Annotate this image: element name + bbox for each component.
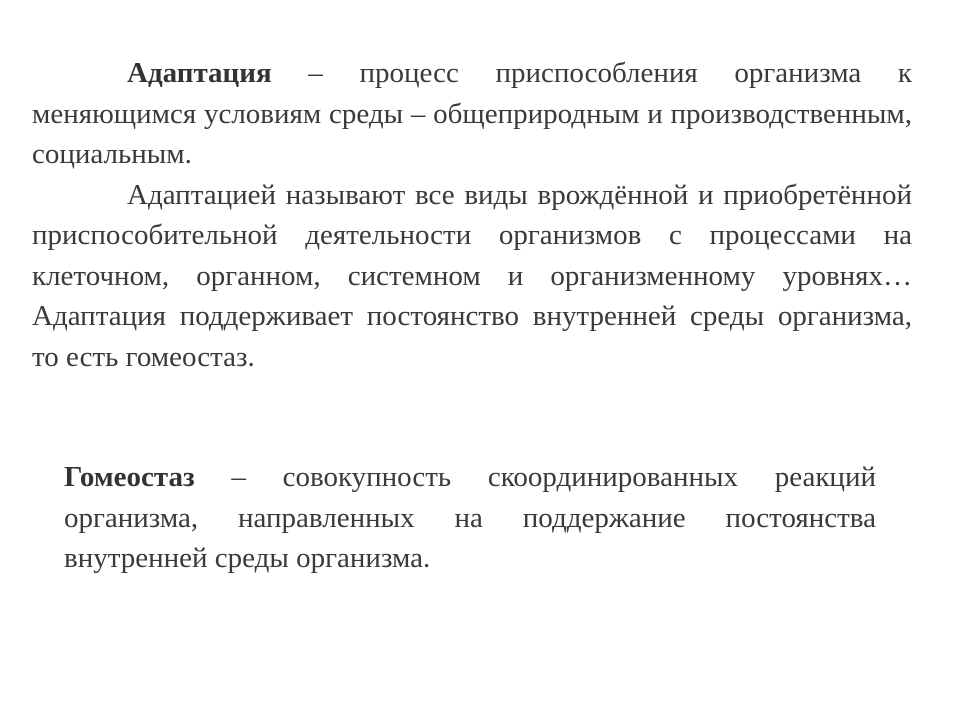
homeostasis-definition-text: – совокупность скоординированных реакций организма, направленных на поддержание постоянства внутренней среды организма. [64, 461, 876, 574]
homeostasis-term: Гомеостаз [64, 461, 195, 493]
adaptation-definition-paragraph [32, 53, 912, 175]
adaptation-section [32, 53, 912, 377]
homeostasis-section [64, 457, 876, 579]
adaptation-definition-text: – процесс приспособления организма к меняющимся условиям среды – общеприродным и производственным, социальным. [32, 57, 912, 170]
homeostasis-definition-paragraph [64, 457, 876, 579]
adaptation-description-paragraph: Адаптацией называют все виды врождённой и приобретённой приспособительной деятельности организмов с процессами на клеточном, органном, системном и организменному уровнях… Адаптация поддерживает постоянство внутренней среды организма, то есть гомеостаз. [32, 178, 912, 373]
adaptation-term: Адаптация [127, 57, 272, 89]
